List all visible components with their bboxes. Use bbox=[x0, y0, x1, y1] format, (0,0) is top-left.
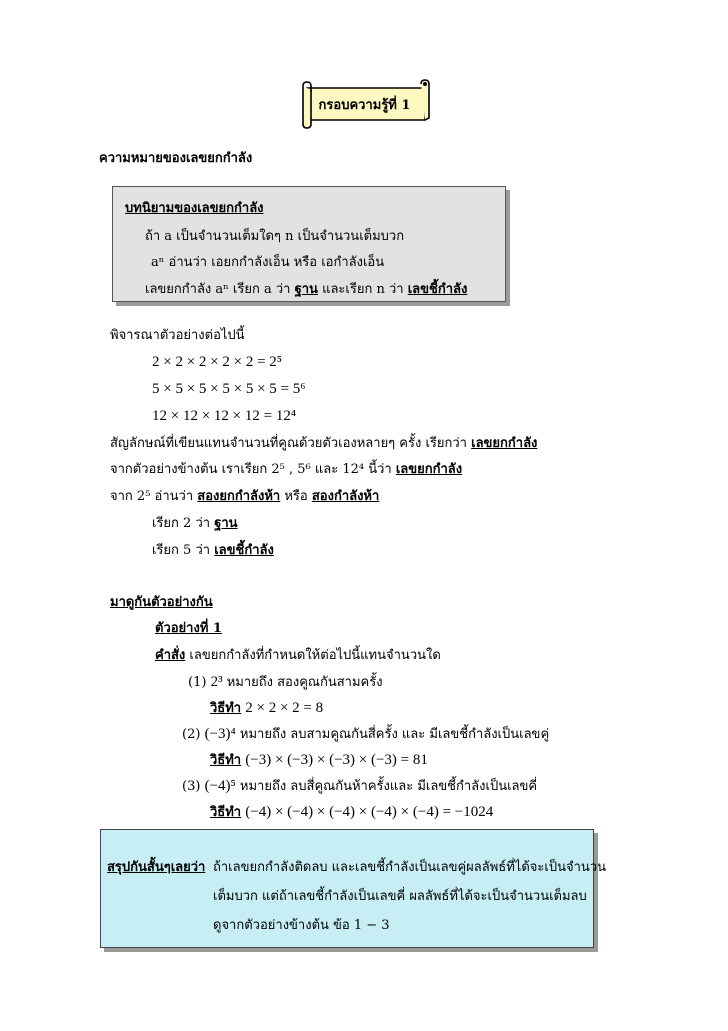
item-3-solution-text: (−4) × (−4) × (−4) × (−4) × (−4) = −1024 bbox=[245, 804, 494, 820]
instruction-text: เลขยกกำลังที่กำหนดให้ต่อไปนี้แทนจำนวนใด bbox=[189, 648, 441, 663]
lets-see-heading: มาดูกันตัวอย่างกัน bbox=[110, 595, 213, 610]
summary-line-1: ถ้าเลขยกกำลังติดลบ และเลขชี้กำลังเป็นเลขคู่ผลลัพธ์ที่ได้จะเป็นจำนวน bbox=[213, 860, 606, 875]
frame-title-banner bbox=[297, 78, 432, 130]
item-3-solution bbox=[210, 801, 493, 822]
item-2-number: (2) bbox=[182, 727, 201, 742]
example-item-2 bbox=[182, 723, 549, 744]
definition-line-3 bbox=[145, 278, 467, 299]
term-base: ฐาน bbox=[294, 282, 318, 297]
summary-label: สรุปกันสั้นๆเลยว่า bbox=[107, 860, 206, 875]
equation-3: 12 × 12 × 12 × 12 = 12⁴ bbox=[152, 408, 297, 424]
symbol-line bbox=[110, 432, 537, 453]
read-line bbox=[110, 485, 379, 506]
definition-line-1: ถ้า a เป็นจำนวนเต็มใดๆ n เป็นจำนวนเต็มบวก bbox=[145, 229, 405, 244]
read-line-mid: หรือ bbox=[284, 489, 308, 504]
call-base-pre: เรียก 2 ว่า bbox=[152, 516, 211, 531]
item-1-number: (1) bbox=[188, 675, 207, 690]
consider-text: พิจารณาตัวอย่างต่อไปนี้ bbox=[110, 328, 245, 343]
example-item-1 bbox=[188, 671, 383, 692]
equation-2: 5 × 5 × 5 × 5 × 5 × 5 = 5⁶ bbox=[152, 381, 306, 397]
call-exponent-term: เลขชี้กำลัง bbox=[214, 543, 274, 558]
call-base-term: ฐาน bbox=[214, 516, 238, 531]
item-3-number: (3) bbox=[182, 779, 201, 794]
instruction-label: คำสั่ง bbox=[155, 648, 186, 663]
item-1-solution bbox=[210, 697, 323, 718]
call-exponent-line bbox=[152, 539, 274, 560]
call-exponent-pre: เรียก 5 ว่า bbox=[152, 543, 211, 558]
item-1-description: หมายถึง สองคูณกันสามครั้ง bbox=[226, 675, 383, 690]
example-title: ตัวอย่างที่ 1 bbox=[155, 621, 222, 636]
call-base-line bbox=[152, 512, 238, 533]
read-line-term-1: สองยกกำลังห้า bbox=[197, 489, 281, 504]
instruction-line bbox=[155, 644, 441, 665]
example-line-text: จากตัวอย่างข้างต้น เราเรียก 2⁵ , 5⁶ และ 12⁴ นี้ว่า bbox=[110, 462, 392, 477]
item-3-solution-label: วิธีทำ bbox=[210, 805, 242, 820]
definition-line-3-pre: เลขยกกำลัง aⁿ เรียก a ว่า bbox=[145, 282, 291, 297]
item-1-solution-text: 2 × 2 × 2 = 8 bbox=[245, 700, 324, 716]
frame-title: กรอบความรู้ที่ 1 bbox=[318, 98, 411, 113]
item-3-expression: (−4)⁵ bbox=[204, 778, 236, 794]
item-2-description: หมายถึง ลบสามคูณกันสี่ครั้ง และ มีเลขชี้กำลังเป็นเลขคู่ bbox=[239, 727, 550, 742]
item-2-solution-label: วิธีทำ bbox=[210, 753, 242, 768]
item-2-solution bbox=[210, 749, 428, 770]
item-2-expression: (−3)⁴ bbox=[204, 726, 236, 742]
item-3-description: หมายถึง ลบสี่คูณกันห้าครั้งและ มีเลขชี้กำลังเป็นเลขคี่ bbox=[239, 779, 538, 794]
read-line-term-2: สองกำลังห้า bbox=[311, 489, 380, 504]
equation-1: 2 × 2 × 2 × 2 × 2 = 2⁵ bbox=[152, 354, 283, 370]
definition-line-3-mid: และเรียก n ว่า bbox=[322, 282, 404, 297]
read-line-pre: จาก 2⁵ อ่านว่า bbox=[110, 489, 194, 504]
symbol-line-term: เลขยกกำลัง bbox=[471, 436, 538, 451]
definition-box bbox=[112, 186, 506, 302]
definition-line-2: aⁿ อ่านว่า เอยกกำลังเอ็น หรือ เอกำลังเอ็น bbox=[151, 255, 385, 270]
item-2-solution-text: (−3) × (−3) × (−3) × (−3) = 81 bbox=[245, 752, 428, 768]
example-line bbox=[110, 458, 462, 479]
section-heading: ความหมายของเลขยกกำลัง bbox=[99, 151, 253, 166]
term-exponent: เลขชี้กำลัง bbox=[407, 282, 468, 297]
item-1-solution-label: วิธีทำ bbox=[210, 701, 242, 716]
example-line-term: เลขยกกำลัง bbox=[395, 462, 463, 477]
item-1-expression: 2³ bbox=[210, 674, 223, 690]
example-item-3 bbox=[182, 775, 537, 796]
summary-line-2: เต็มบวก แต่ถ้าเลขชี้กำลังเป็นเลขคี่ ผลลัพธ์ที่ได้จะเป็นจำนวนเต็มลบ bbox=[213, 889, 587, 904]
summary-line-3: ดูจากตัวอย่างข้างต้น ข้อ 1 − 3 bbox=[213, 918, 390, 933]
summary-box bbox=[100, 829, 606, 948]
symbol-line-text: สัญลักษณ์ที่เขียนแทนจำนวนที่คูณด้วยตัวเองหลายๆ ครั้ง เรียกว่า bbox=[110, 436, 467, 451]
definition-title: บทนิยามของเลขยกกำลัง bbox=[125, 201, 264, 216]
